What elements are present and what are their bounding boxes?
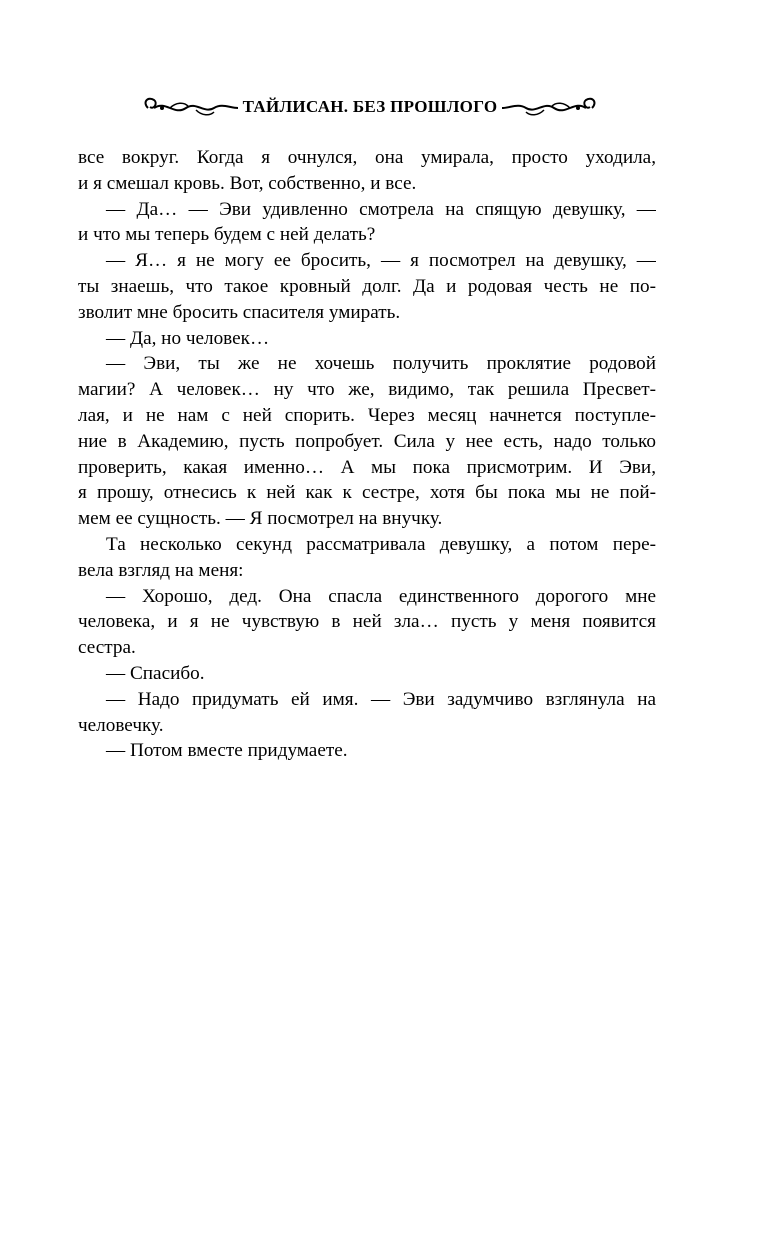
text-line: — Я… я не могу ее бросить, — я посмотрел на девушку, —	[106, 250, 656, 272]
text-line: и что мы теперь будем с ней делать?	[78, 224, 376, 246]
text-line: — Потом вместе придумаете.	[106, 740, 348, 762]
text-line: — Эви, ты же не хочешь получить проклятие родовой	[106, 353, 656, 375]
text-line: вела взгляд на меня:	[78, 559, 244, 581]
flourish-right-icon	[500, 92, 600, 124]
text-line: ты знаешь, что такое кровный долг. Да и родовая честь не по-	[78, 275, 656, 297]
text-line: все вокруг. Когда я очнулся, она умирала, просто уходила,	[78, 147, 656, 168]
text-line: человечку.	[78, 714, 164, 736]
text-line: сестра.	[78, 637, 136, 659]
text-line: проверить, какая именно… А мы пока присмотрим. И Эви,	[78, 456, 656, 478]
text-line: — Да… — Эви удивленно смотрела на спящую девушку, —	[106, 198, 656, 220]
running-title: ТАЙЛИСАН. БЕЗ ПРОШЛОГО	[242, 97, 498, 116]
text-line: магии? А человек… ну что же, видимо, так решила Пресвет-	[78, 379, 656, 401]
text-line: лая, и не нам с ней спорить. Через месяц начнется поступле-	[78, 404, 656, 426]
text-line: — Надо придумать ей имя. — Эви задумчиво взглянула на	[106, 688, 656, 710]
text-line: ние в Академию, пусть попробует. Сила у нее есть, надо только	[78, 430, 656, 452]
text-line: мем ее сущность. — Я посмотрел на внучку.	[78, 508, 443, 530]
text-line: и я смешал кровь. Вот, собственно, и все.	[78, 172, 417, 194]
text-line: Та несколько секунд рассматривала девушку, а потом пере-	[106, 533, 656, 555]
text-line: — Хорошо, дед. Она спасла единственного дорогого мне	[106, 585, 656, 607]
text-line: я прошу, отнесись к ней как к сестре, хотя бы пока мы не пой-	[78, 482, 656, 504]
text-line: зволит мне бросить спасителя умирать.	[78, 301, 401, 323]
text-line: — Спасибо.	[106, 662, 205, 684]
text-line: — Да, но человек…	[106, 327, 270, 349]
body-text	[78, 145, 656, 764]
flourish-left-icon	[140, 92, 240, 124]
text-line: человека, и я не чувствую в ней зла… пусть у меня появится	[78, 611, 656, 633]
running-header	[0, 88, 768, 128]
